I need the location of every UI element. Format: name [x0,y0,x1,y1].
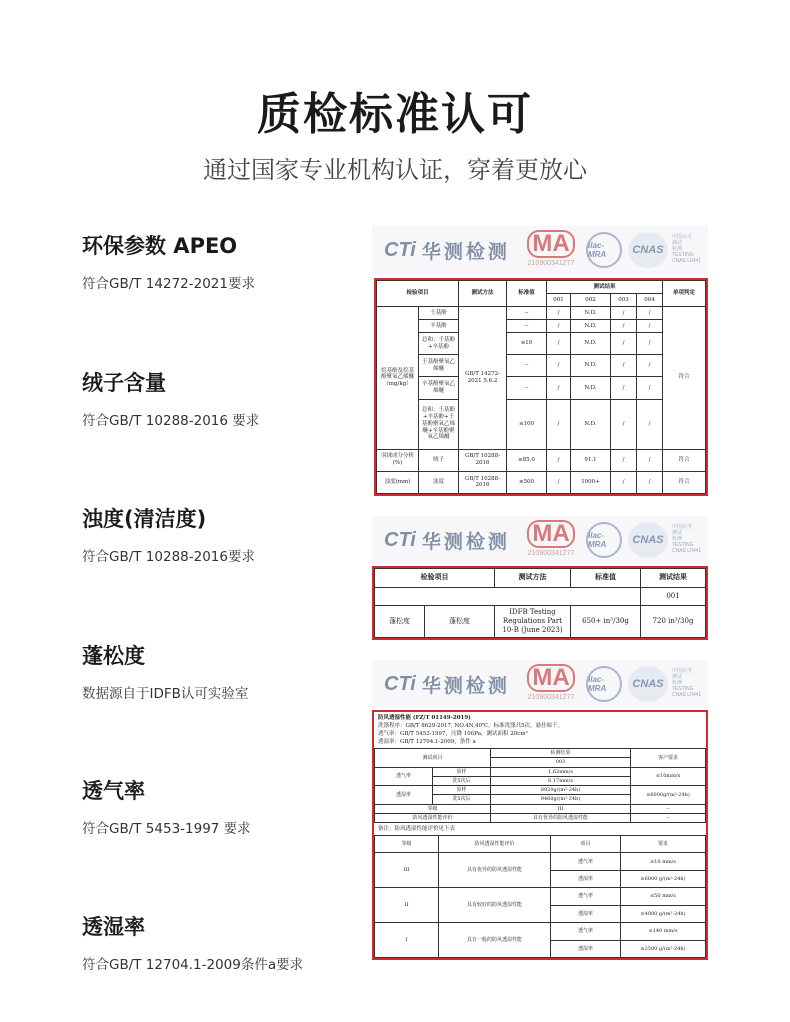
table-cell: / [611,307,637,320]
spec-moisture-permeability [82,911,303,973]
table-cell: 具有较好的防风透湿性能 [439,888,551,923]
table-cell: 客户要求 [631,749,706,768]
table-cell: II [375,888,439,923]
table-cell: / [547,471,571,493]
table-cell: 蓬松度 [375,606,425,638]
table-cell: 蓬松度 [425,606,495,638]
table-cell: / [547,399,571,449]
table-cell: / [611,355,637,377]
table-cell: N.D. [571,399,611,449]
table-cell: / [637,449,663,471]
table-cell: / [637,377,663,399]
table-cell: 浊度 [419,471,459,493]
table-cell: / [547,320,571,333]
table-cell: 等级 [375,836,439,853]
table-cell: 辛基酚 [419,320,459,333]
spec-desc: 数据源自于IDFB认可实验室 [82,686,249,702]
table-cell: 透湿率 [375,786,433,805]
table-cell: 标准值 [507,281,547,307]
table-cell: / [547,333,571,355]
table-cell: / [637,320,663,333]
table-cell: / [637,307,663,320]
table-cell: 测试结果 [547,281,663,294]
table-cell: ≥85.0 [507,449,547,471]
table-cell: 烷基酚及烷基酚聚氧乙烯醚（mg/kg） [377,307,419,450]
table-cell: 透气率 [551,923,621,940]
table-cell: 原样 [433,767,491,776]
table-cell: -- [631,804,706,813]
table-cell: 项目 [551,836,621,853]
table-cell: -- [507,377,547,399]
results-table [374,748,706,823]
table-cell: / [637,471,663,493]
table-cell: GB/T 10288-2016 [459,449,507,471]
table-cell: / [637,399,663,449]
spec-turbidity [82,503,255,565]
cnas-caption: 中国认可 测试 检测 TESTING CNAS L0441 [672,524,702,554]
table-cell: -- [507,355,547,377]
table-cell: / [611,471,637,493]
table-cell: 检验项目 [375,569,495,588]
table-cell: 测试方法 [459,281,507,307]
table-cell: -- [507,307,547,320]
table-cell: 测试结果 [641,569,706,588]
table-cell: III [375,853,439,888]
spec-name: 透气率 [82,779,145,803]
cti-logo-cn: 华测检测 [421,240,510,263]
spec-desc: 符合GB/T 10288-2016 要求 [82,413,260,429]
cnas-logo: CNAS [628,666,668,702]
page-subtitle: 通过国家专业机构认证，穿着更放心 [203,156,587,184]
ilac-mra-logo: ilac-MRA [586,232,622,268]
table-cell: 辛基酚聚氧乙烯醚 [419,377,459,399]
ilac-mra-logo: ilac-MRA [586,666,622,702]
table-cell: 总和：壬基酚+辛基酚 [419,333,459,355]
test-conditions: 防风透湿性能 (FZ/T 01149-2019) 洗涤程序：GB/T 8629-2017, NO.4N,40℃，标准洗涤共5次，悬挂晾干。 透气率：GB/T 5453-1997，压降 100Pa，测试面积 20cm² 透湿率：GB/T 12704.1-2009，条件 a [378,715,564,745]
table-cell: 003 [611,294,637,307]
table-cell: 透气率 [551,853,621,870]
table-cell: 透气率 [375,767,433,786]
table-cell: 002 [571,294,611,307]
table-cell: 1.62mm/s [491,767,631,776]
table-cell: 符合 [663,471,706,493]
table-cell: I [375,923,439,958]
table-cell: 004 [637,294,663,307]
table-cell: / [637,355,663,377]
spec-apeo [82,230,255,292]
cti-logo: CTi [384,238,416,261]
table-cell: ≥6000 g/(m²·24h) [621,870,706,887]
table-cell: 要求 [621,836,706,853]
table-cell: 1000+ [571,471,611,493]
report-table [374,568,706,638]
spec-name: 浊度(清洁度) [82,507,207,531]
table-cell: / [547,377,571,399]
table-cell: 具有一般的防风透湿性能 [439,923,551,958]
table-cell: ≤50 mm/s [621,888,706,905]
ilac-mra-logo: ilac-MRA [586,522,622,558]
table-cell: 浊度(mm) [377,471,419,493]
table-cell: GB/T 10288-2016 [459,471,507,493]
apeo-down-test-report [372,226,708,498]
spec-down-content [82,367,259,429]
table-cell: ≤140 mm/s [621,923,706,940]
table-cell: ≥4000 g/(m²·24h) [621,905,706,922]
table-cell: 检测结果 [491,749,631,758]
table-cell: 透湿率 [551,870,621,887]
spec-desc: 符合GB/T 5453-1997 要求 [82,821,251,837]
spec-fill-power [82,640,248,702]
table-cell: III [491,804,631,813]
table-cell: -- [631,813,706,822]
lab-logo-bar [372,226,708,274]
table-cell: 洗5次后 [433,776,491,785]
windproof-breathability-test-report [372,660,708,962]
table-cell: N.D. [571,355,611,377]
spec-desc: 符合GB/T 14272-2021要求 [82,276,255,292]
table-cell: N.D. [571,377,611,399]
table-cell: 720 in³/30g [641,606,706,638]
table-cell: 壬基酚聚氧乙烯醚 [419,355,459,377]
table-cell: / [637,333,663,355]
table-cell: 6.17mm/s [491,776,631,785]
lab-logo-bar [372,660,708,708]
report-table-frame [374,278,708,496]
table-cell: 001 [641,587,706,606]
cma-logo: MA 210900341277 [527,230,575,267]
cti-logo: CTi [384,672,416,695]
cnas-logo: CNAS [628,522,668,558]
spec-air-permeability [82,775,251,837]
table-cell: / [547,355,571,377]
cti-logo-cn: 华测检测 [421,674,510,697]
table-cell: IDFB Testing Regulations Part 10-B (June 2023) [495,606,571,638]
table-cell: 测试方法 [495,569,571,588]
table-cell: ≥2500 g/(m²·24h) [621,940,706,957]
spec-name: 透湿率 [82,915,145,939]
report-table-frame [372,566,708,640]
table-cell: 羽绒成分分析(%) [377,449,419,471]
spec-desc: 符合GB/T 10288-2016要求 [82,549,255,565]
table-cell: ≥500 [507,471,547,493]
report-table [376,280,706,494]
table-cell: N.D. [571,307,611,320]
table-cell: N.D. [571,320,611,333]
table-cell: 原样 [433,786,491,795]
spec-name: 绒子含量 [82,371,166,395]
table-cell: 91.1 [571,449,611,471]
table-cell [375,587,641,606]
table-cell: / [611,449,637,471]
fill-power-test-report [372,516,708,640]
table-cell: / [611,320,637,333]
table-cell: 符合 [663,449,706,471]
table-cell: ≤10 mm/s [621,853,706,870]
table-cell: 测试项目 [375,749,491,768]
table-cell: 总和：壬基酚+辛基酚+壬基酚聚氧乙烯醚+辛基酚聚氧乙烯醚 [419,399,459,449]
table-cell: 透湿率 [551,905,621,922]
table-cell: 650+ in³/30g [571,606,641,638]
table-cell: ≥6000g/(m²·24h) [631,786,706,805]
table-cell: ≤100 [507,399,547,449]
table-cell: 透气率 [551,888,621,905]
cnas-caption: 中国认可 测试 检测 TESTING CNAS L0441 [672,668,702,698]
cma-logo: MA 210900341277 [527,664,575,701]
table-cell: 壬基酚 [419,307,459,320]
page-title: 质检标准认可 [257,89,533,140]
table-cell: 绒子 [419,449,459,471]
table-cell: 洗5次后 [433,795,491,804]
table-cell: 标准值 [571,569,641,588]
spec-name: 环保参数 APEO [82,234,238,258]
cti-logo-cn: 华测检测 [421,530,510,553]
table-cell: GB/T 14272-2021 5.6.2 [459,307,507,450]
table-cell: 防风透湿性能评价 [439,836,551,853]
table-cell: 9460g/(m²·24h) [491,795,631,804]
grade-criteria-table [374,835,706,958]
remark: 备注：防风透湿性能评价见下表 [378,826,456,832]
table-cell: 符合 [663,307,706,450]
spec-desc: 符合GB/T 12704.1-2009条件a要求 [82,957,304,973]
table-cell: 检验项目 [377,281,459,307]
table-cell: N.D. [571,333,611,355]
table-cell: ≤10 [507,333,547,355]
table-cell: -- [507,320,547,333]
table-cell: / [611,333,637,355]
cnas-caption: 中国认可 测试 检测 TESTING CNAS L0441 [672,234,702,264]
cma-logo: MA 210900341277 [527,520,575,557]
table-cell: 8920g/(m²·24h) [491,786,631,795]
lab-logo-bar [372,516,708,564]
cti-logo: CTi [384,528,416,551]
table-cell: 防风透湿性能评价 [375,813,491,822]
table-cell: / [547,449,571,471]
table-cell: 003 [491,758,631,767]
table-cell: 等级 [375,804,491,813]
table-cell: ≤10mm/s [631,767,706,786]
table-cell: / [611,377,637,399]
cnas-logo: CNAS [628,232,668,268]
table-cell: 单项判定 [663,281,706,307]
table-cell: 具有优异的防风透湿性能 [439,853,551,888]
table-cell: 001 [547,294,571,307]
table-cell: 透湿率 [551,940,621,957]
table-cell: / [611,399,637,449]
table-cell: 具有优异的防风透湿性能 [491,813,631,822]
report-table-frame [372,710,708,960]
spec-name: 蓬松度 [82,644,145,668]
table-cell: / [547,307,571,320]
